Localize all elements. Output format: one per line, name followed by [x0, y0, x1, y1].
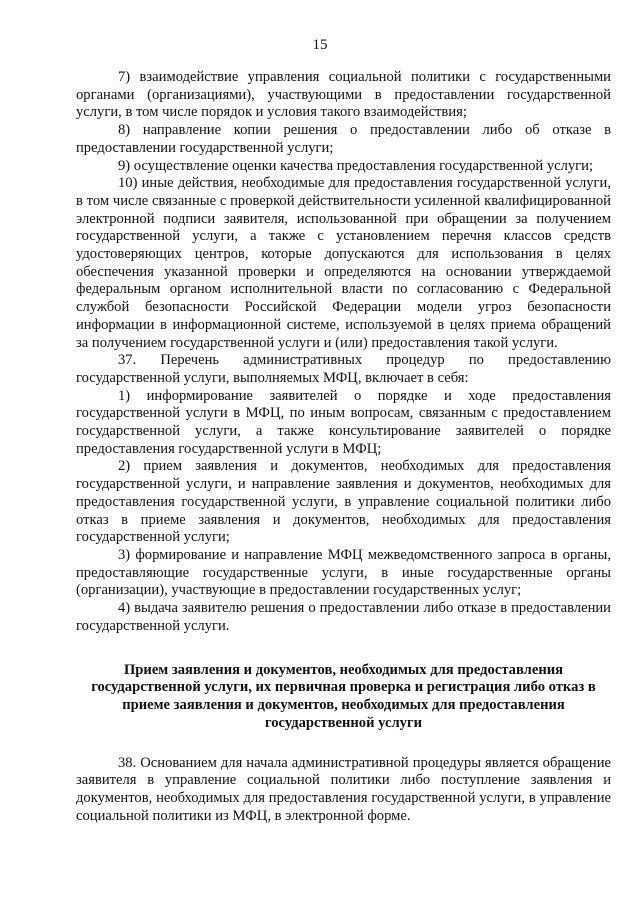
paragraph-item-8: 8) направление копии решения о предоставлении либо об отказе в предоставлении государственной услуги; — [76, 122, 611, 156]
section-heading: Прием заявления и документов, необходимых для предоставления государственной услуги, их первичная проверка и регистрация либо отказ в приеме заявления и документов, необходимых для предоставления государственной услуги — [91, 661, 596, 731]
paragraph-section-37: 37. Перечень административных процедур по предоставлению государственной услуги, выполняемых МФЦ, включает в себя: — [76, 352, 611, 386]
paragraph-mfc-item-3: 3) формирование и направление МФЦ межведомственного запроса в органы, предоставляющие государственные услуги, в иные государственные органы (организации), участвующие в предоставлении государственных услуг; — [76, 546, 611, 599]
paragraph-mfc-item-4: 4) выдача заявителю решения о предоставлении либо отказе в предоставлении государственной услуги. — [76, 600, 611, 634]
paragraph-mfc-item-1: 1) информирование заявителей о порядке и ходе предоставления государственной услуги в МФЦ, по иным вопросам, связанным с предоставлением государственной услуги, а также консультирование заявителей о порядке предоставления государственной услуги в МФЦ; — [76, 387, 611, 457]
page-number: 15 — [312, 37, 328, 53]
paragraph-mfc-item-2: 2) прием заявления и документов, необходимых для предоставления государственной услуги, и направление заявления и документов, необходимых для предоставления государственной услуги, в управление социальной политики либо отказ в приеме заявления и документов, необходимых для предоставления государственной услуги; — [76, 458, 611, 546]
paragraph-item-10: 10) иные действия, необходимые для предоставления государственной услуги, в том числе связанные с проверкой действительности усиленной квалифицированной электронной подписи заявителя, использованной при обращении за получением государственной услуги, а также с установлением перечня классов средств удостоверяющих центров, которые допускаются для использования в целях обеспечения указанной проверки и определяются на основании утверждаемой федеральным органом исполнительной власти по согласованию с Федеральной службой безопасности Российской Федерации модели угроз безопасности информации в информационной системе, используемой в целях приема обращений за получением государственной услуги и (или) предоставления такой услуги. — [76, 175, 611, 351]
paragraph-item-7: 7) взаимодействие управления социальной политики с государственными органами (организациями), участвующими в предоставлении государственной услуги, в том числе порядок и условия такого взаимодействия; — [76, 69, 611, 121]
document-body — [76, 69, 611, 826]
paragraph-item-9: 9) осуществление оценки качества предоставления государственной услуги; — [118, 157, 594, 174]
paragraph-section-38: 38. Основанием для начала административной процедуры является обращение заявителя в управление социальной политики либо поступление заявления и документов, необходимых для предоставления государственной услуги, в управление социальной политики из МФЦ, в электронной форме. — [76, 754, 611, 824]
